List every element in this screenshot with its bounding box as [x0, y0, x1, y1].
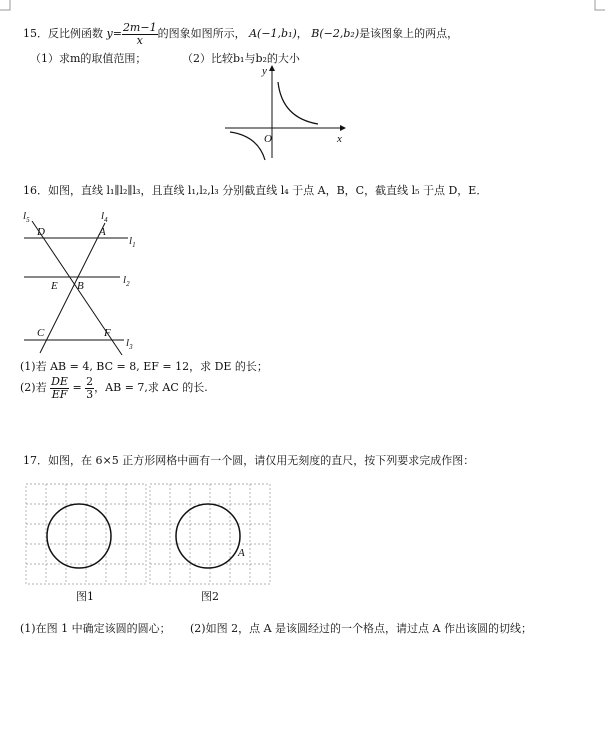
axis-x-label: x: [337, 133, 342, 145]
q15-stem: 15．反比例函数 y= $\frac{2m-1}{x}$ 的图象如图所示， A(−1,b₁)， B(−2,b₂)是该图象上的两点，: [23, 21, 459, 47]
q16-part2: (2)若 $\frac{DE}{EF}$ = $\frac{2}{3}$ ，AB = 7,求 AC 的长.: [20, 375, 208, 401]
label-d: D: [37, 226, 45, 238]
label-b: B: [77, 280, 84, 292]
corner-mark-right: [585, 0, 605, 20]
q17-stem: 17．如图，在 6×5 正方形网格中画有一个圆，请仅用无刻度的直尺，按下列要求完成作图：: [23, 454, 475, 467]
circle-fig1: [47, 504, 111, 568]
q15-part1: （1）求m的取值范围；: [30, 52, 147, 65]
line-l4: [40, 223, 105, 353]
q15-graph: [220, 60, 360, 160]
q17-part1: (1)在图 1 中确定该圆的圆心；: [20, 622, 171, 635]
label-l4: $l_4$: [101, 210, 108, 224]
corner-mark-left: [0, 0, 20, 20]
label-c: C: [37, 327, 45, 339]
q15-part2: （2）比较b₁与b₂的大小: [182, 52, 300, 65]
fig1-caption: 图1: [76, 590, 94, 603]
q16-figure: [20, 205, 150, 355]
label-l1: $l_1$: [129, 235, 136, 249]
label-e: E: [51, 280, 58, 292]
q16-part1: (1)若 AB = 4, BC = 8, EF = 12，求 DE 的长；: [20, 360, 268, 373]
curve-branch-1: [278, 82, 318, 124]
label-l3: $l_3$: [126, 337, 133, 351]
circle-fig2: [176, 504, 240, 568]
point-a-label: A: [238, 547, 245, 559]
point-b: B(−2,b₂): [311, 27, 360, 41]
q17-part2: (2)如图 2，点 A 是该圆经过的一个格点，请过点 A 作出该圆的切线；: [190, 622, 532, 635]
label-l2: $l_2$: [123, 274, 130, 288]
origin-label: O: [264, 133, 272, 145]
point-a: A(−1,b₁): [249, 27, 297, 41]
q17-figure-1: [26, 484, 146, 584]
curve-branch-2: [230, 132, 265, 160]
q16-stem: 16．如图，直线 l₁∥l₂∥l₃，且直线 l₁,l₂,l₃ 分别截直线 l₄ 于点 A，B，C，截直线 l₅ 于点 D，E．: [23, 184, 488, 197]
fig2-caption: 图2: [201, 590, 219, 603]
axis-y-label: y: [262, 65, 267, 77]
label-a: A: [99, 226, 106, 238]
function-fraction: $\frac{2m-1}{x}$: [122, 21, 157, 47]
question-number: 15．: [23, 27, 48, 41]
label-l5: $l_5$: [23, 210, 30, 224]
q17-figure-2: [150, 484, 270, 584]
label-f: F: [104, 327, 111, 339]
